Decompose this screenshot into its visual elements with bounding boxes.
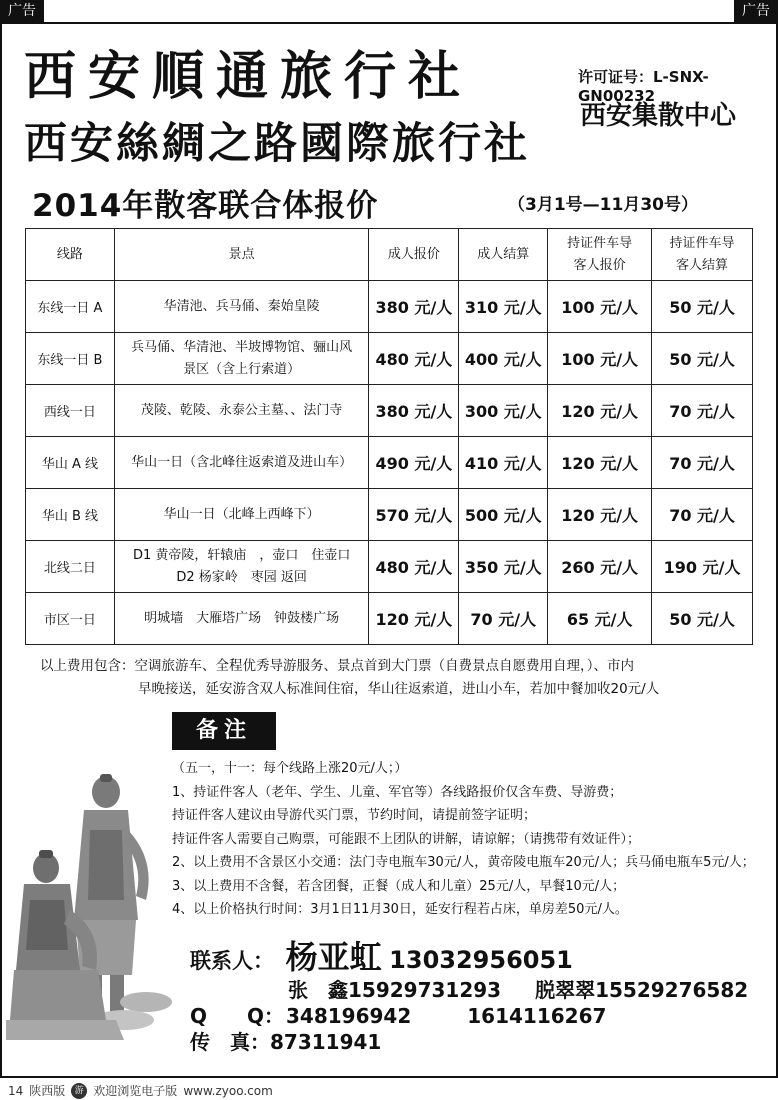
cert-settle-cell: 70 元/人 — [652, 489, 753, 541]
cert-settle-cell: 50 元/人 — [652, 333, 753, 385]
sights-cell: D1 黄帝陵，轩辕庙 ，壶口 住壶口 D2 杨家岭 枣园 返回 — [114, 541, 369, 593]
page-footer — [8, 1082, 273, 1099]
center-name: 西安集散中心 — [580, 101, 737, 131]
adult-settle-cell: 310 元/人 — [459, 281, 548, 333]
col-header-cert-quote: 持证件车导客人报价 — [548, 229, 652, 281]
route-cell: 东线一日 B — [26, 333, 115, 385]
cert-quote-cell: 65 元/人 — [548, 593, 652, 645]
col-header-adult-quote: 成人报价 — [369, 229, 459, 281]
note-line: 3、以上费用不含餐，若含团餐，正餐（成人和儿童）25元/人，早餐10元/人； — [172, 878, 626, 894]
route-cell: 东线一日 A — [26, 281, 115, 333]
sights-cell: 华山一日（含北峰往返索道及进山车） — [114, 437, 369, 489]
sights-cell: 兵马俑、华清池、半坡博物馆、骊山风景区（含上行索道） — [114, 333, 369, 385]
table-row — [26, 593, 753, 645]
ad-label-left: 广告 — [0, 0, 44, 22]
note-line: 持证件客人建议由导游代买门票，节约时间，请提前签字证明； — [172, 808, 537, 823]
qq-number-1: 348196942 — [286, 1004, 412, 1028]
adult-quote-cell: 480 元/人 — [369, 333, 459, 385]
note-line: 4、以上价格执行时间：3月1日11月30日，延安行程若占床，单房差50元/人。 — [172, 902, 628, 917]
notes-heading: 备注 — [172, 712, 276, 750]
route-cell: 华山 B 线 — [26, 489, 115, 541]
terracotta-warriors-image — [6, 770, 178, 1070]
adult-settle-cell: 350 元/人 — [459, 541, 548, 593]
date-range: （3月1号—11月30号） — [508, 195, 698, 215]
cert-quote-cell: 100 元/人 — [548, 281, 652, 333]
table-row — [26, 541, 753, 593]
includes-line-1: 以上费用包含：空调旅游车、全程优秀导游服务、景点首到大门票（自费景点自愿费用自理，）、市内 — [40, 658, 634, 674]
publication-logo-icon: 游 — [71, 1083, 87, 1099]
adult-settle-cell: 70 元/人 — [459, 593, 548, 645]
col-header-route: 线路 — [26, 229, 115, 281]
cert-quote-cell: 100 元/人 — [548, 333, 652, 385]
col-header-cert-settle: 持证件车导客人结算 — [652, 229, 753, 281]
route-cell: 北线二日 — [26, 541, 115, 593]
note-line: 2、以上费用不含景区小交通：法门寺电瓶车30元/人，黄帝陵电瓶车20元/人；兵马俑电瓶车5元/人； — [172, 855, 755, 870]
table-row — [26, 489, 753, 541]
adult-quote-cell: 480 元/人 — [369, 541, 459, 593]
contact-secondary-2: 脱翠翠15529276582 — [535, 978, 749, 1002]
includes-line-2: 早晚接送，延安游含双人标准间住宿，华山往返索道，进山小车，若加中餐加收20元/人 — [138, 681, 660, 697]
sights-cell: 华清池、兵马俑、秦始皇陵 — [114, 281, 369, 333]
adult-settle-cell: 400 元/人 — [459, 333, 548, 385]
adult-quote-cell: 380 元/人 — [369, 385, 459, 437]
contact-secondary-1: 张 鑫15929731293 — [288, 978, 502, 1002]
agency-title-2: 西安絲綢之路國際旅行社 — [24, 119, 530, 169]
adult-settle-cell: 500 元/人 — [459, 489, 548, 541]
qq-label: Q Q： — [190, 1004, 285, 1028]
col-header-sights: 景点 — [114, 229, 369, 281]
license-number: 许可证号：L-SNX-GN00232 — [578, 68, 709, 105]
table-row — [26, 281, 753, 333]
cert-settle-cell: 50 元/人 — [652, 593, 753, 645]
adult-quote-cell: 570 元/人 — [369, 489, 459, 541]
cert-settle-cell: 190 元/人 — [652, 541, 753, 593]
fax-label: 传 真： — [190, 1030, 270, 1054]
contact-main-phone: 13032956051 — [389, 946, 573, 974]
fax-number: 87311941 — [270, 1030, 382, 1054]
price-table — [25, 228, 753, 645]
qq-number-2: 1614116267 — [467, 1004, 607, 1028]
contact-main-name: 杨亚虹 — [285, 938, 382, 976]
notes-list — [172, 757, 772, 922]
cert-quote-cell: 260 元/人 — [548, 541, 652, 593]
footer-slogan: 欢迎浏览电子版 — [93, 1084, 178, 1098]
adult-quote-cell: 380 元/人 — [369, 281, 459, 333]
cert-quote-cell: 120 元/人 — [548, 385, 652, 437]
adult-quote-cell: 490 元/人 — [369, 437, 459, 489]
cert-quote-cell: 120 元/人 — [548, 437, 652, 489]
route-cell: 华山 A 线 — [26, 437, 115, 489]
footer-url[interactable]: www.zyoo.com — [183, 1083, 273, 1098]
cert-settle-cell: 70 元/人 — [652, 385, 753, 437]
contact-label: 联系人： — [190, 949, 274, 973]
sights-cell: 明城墙 大雁塔广场 钟鼓楼广场 — [114, 593, 369, 645]
adult-quote-cell: 120 元/人 — [369, 593, 459, 645]
price-subtitle: 2014年散客联合体报价 — [32, 188, 379, 224]
cert-quote-cell: 120 元/人 — [548, 489, 652, 541]
adult-settle-cell: 410 元/人 — [459, 437, 548, 489]
table-row — [26, 385, 753, 437]
edition-label: 陕西版 — [29, 1084, 66, 1098]
sights-cell: 茂陵、乾陵、永泰公主墓、、法门寺 — [114, 385, 369, 437]
adult-settle-cell: 300 元/人 — [459, 385, 548, 437]
fee-includes — [40, 655, 760, 701]
page-number: 14 — [8, 1083, 24, 1098]
col-header-adult-settle: 成人结算 — [459, 229, 548, 281]
cert-settle-cell: 50 元/人 — [652, 281, 753, 333]
ad-label-right: 广告 — [734, 0, 778, 22]
agency-title-1: 西安順通旅行社 — [24, 46, 473, 107]
cert-settle-cell: 70 元/人 — [652, 437, 753, 489]
note-line: （五一，十一：每个线路上涨20元/人；） — [172, 761, 408, 776]
route-cell: 市区一日 — [26, 593, 115, 645]
route-cell: 西线一日 — [26, 385, 115, 437]
note-line: 持证件客人需要自己购票，可能跟不上团队的讲解，请谅解；（请携带有效证件）； — [172, 831, 641, 847]
table-header-row — [26, 229, 753, 281]
sights-cell: 华山一日（北峰上西峰下） — [114, 489, 369, 541]
table-row — [26, 437, 753, 489]
table-row — [26, 333, 753, 385]
note-line: 1、持证件客人（老年、学生、儿童、军官等）各线路报价仅含车费、导游费； — [172, 784, 623, 800]
